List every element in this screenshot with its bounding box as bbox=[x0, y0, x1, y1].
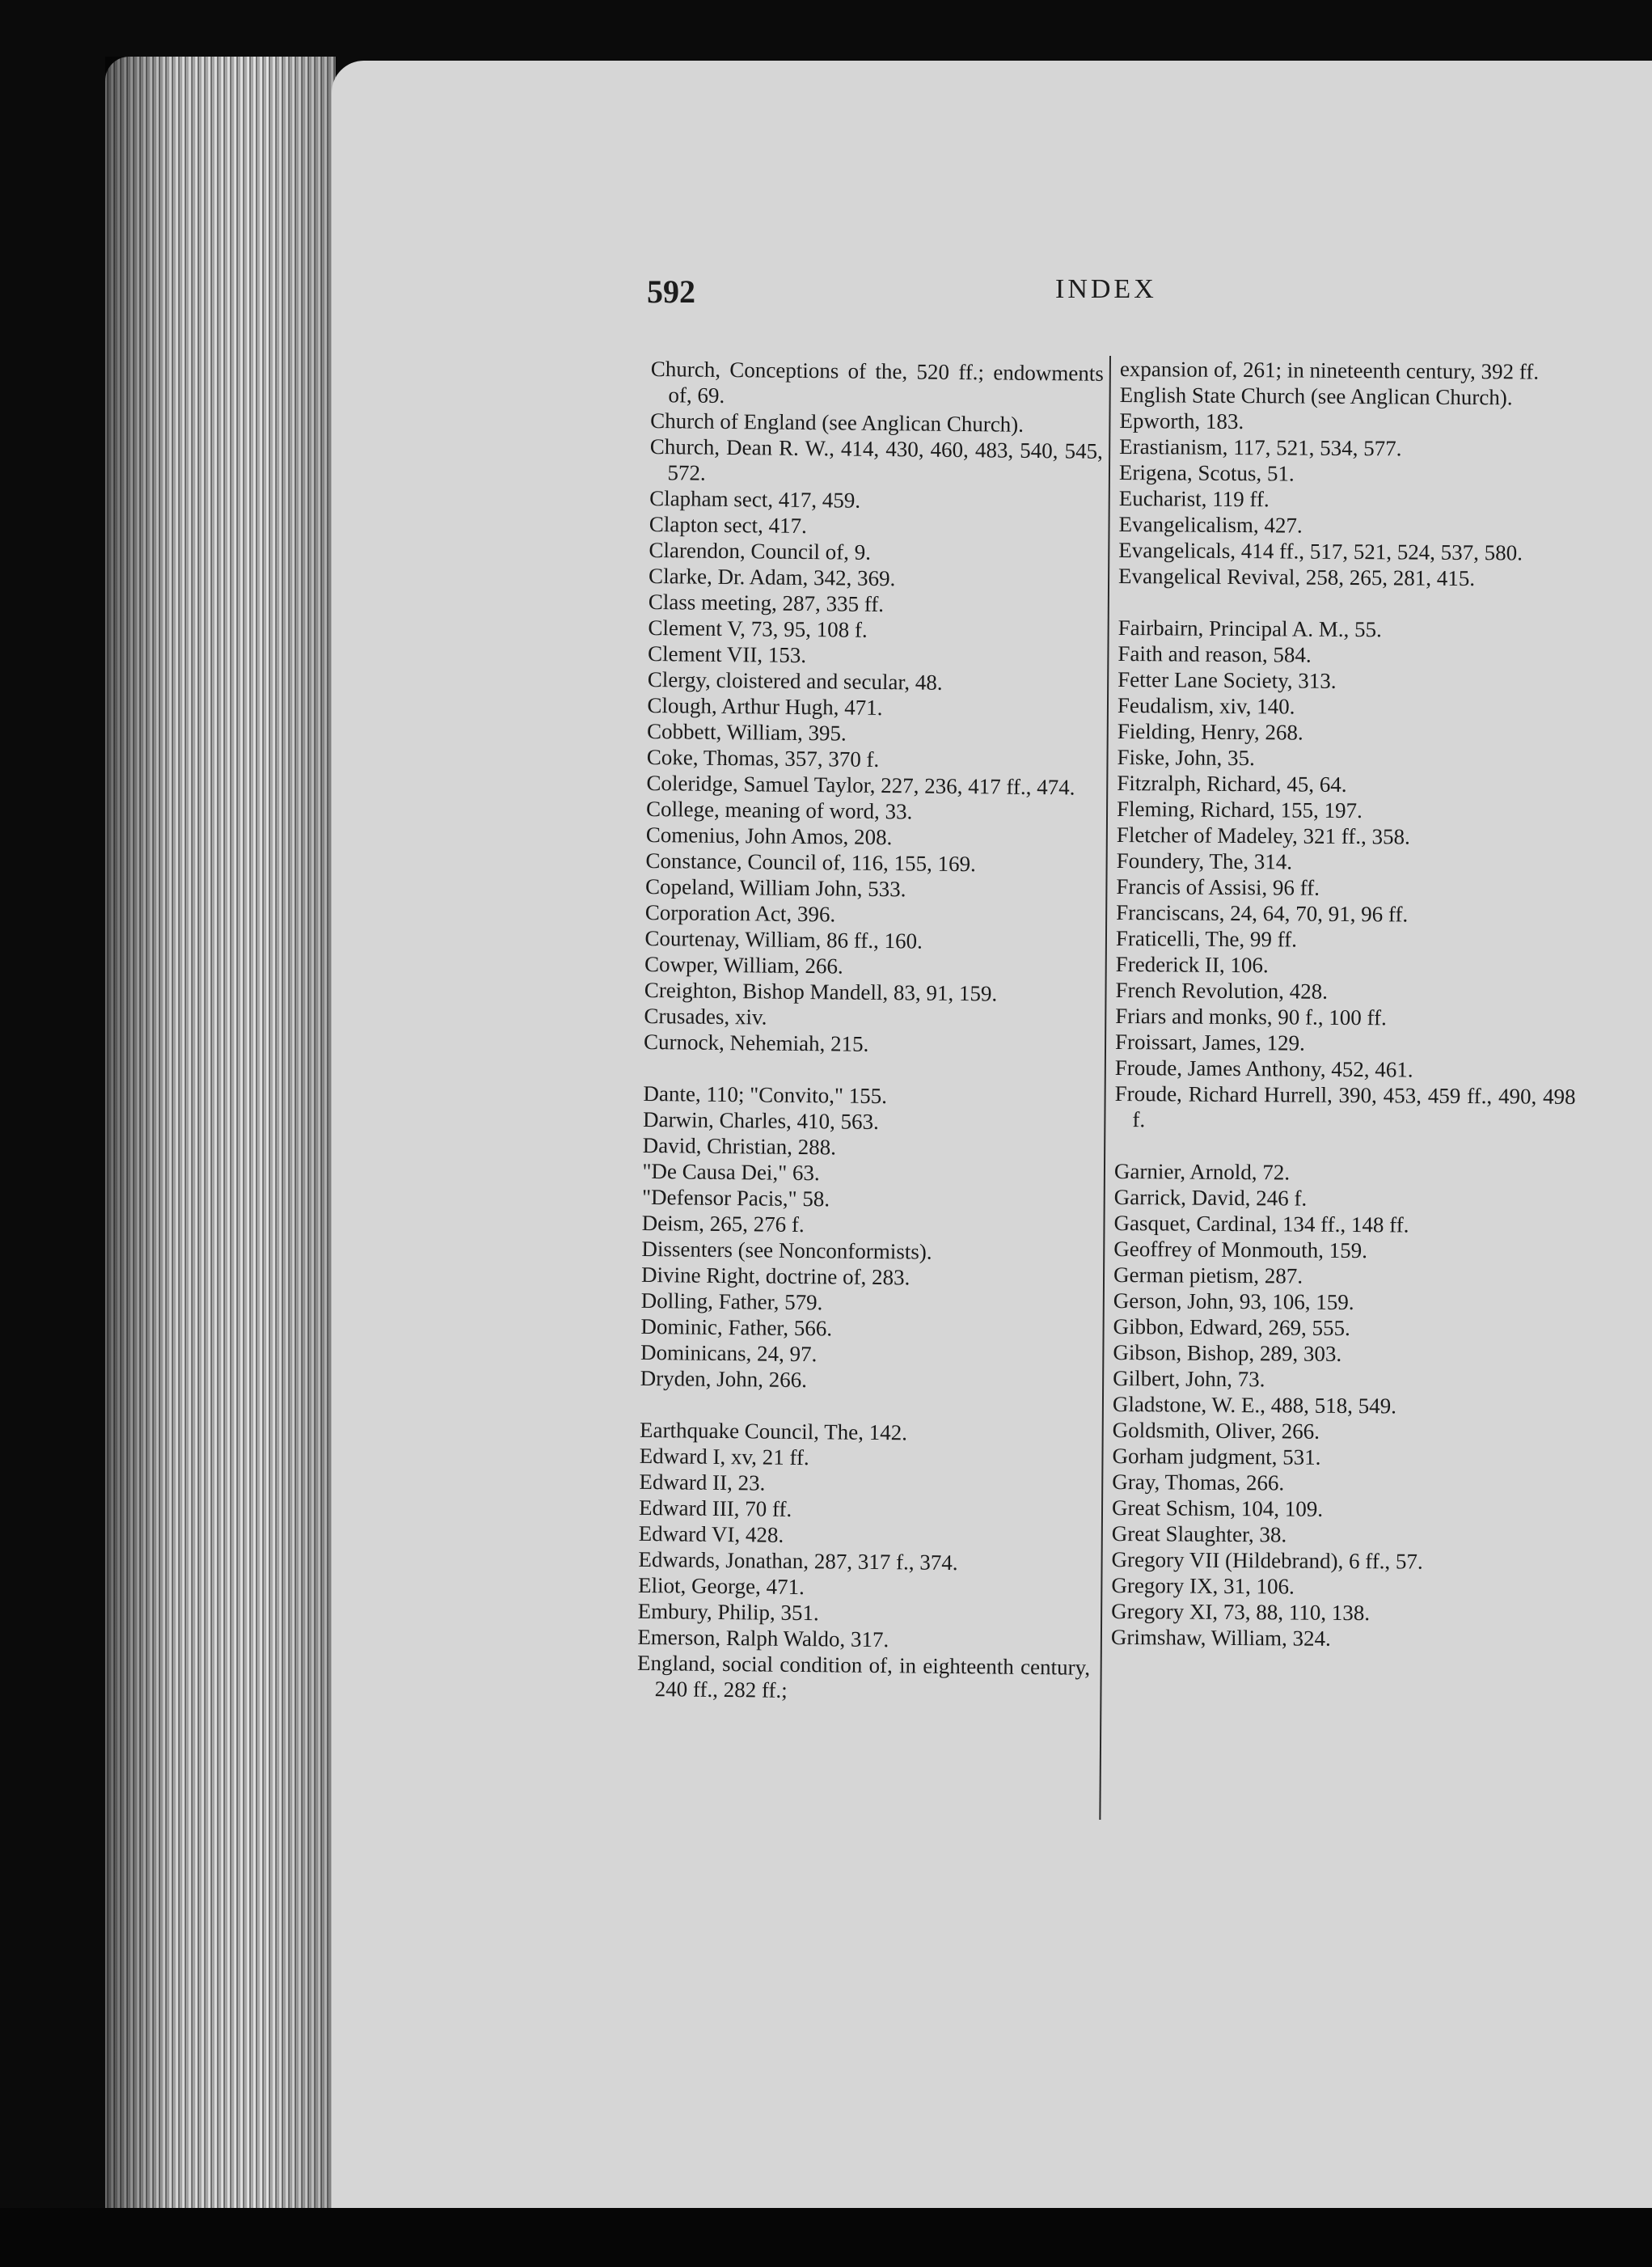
index-entry: Foundery, The, 314. bbox=[1116, 848, 1293, 874]
index-entry: Feudalism, xiv, 140. bbox=[1117, 692, 1295, 719]
index-entry: Clergy, cloistered and secular, 48. bbox=[647, 666, 943, 695]
index-entry: Gilbert, John, 73. bbox=[1113, 1365, 1265, 1392]
index-entry: Divine Right, doctrine of, 283. bbox=[640, 1262, 911, 1290]
index-entry: expansion of, 261; in nineteenth century, 392 ff. bbox=[1119, 356, 1540, 384]
index-entry: Dissenters (see Nonconformists). bbox=[641, 1236, 932, 1264]
index-entry: Fairbairn, Principal A. M., 55. bbox=[1118, 615, 1382, 642]
index-entry: Clarendon, Council of, 9. bbox=[649, 537, 872, 565]
index-entry: Froude, James Anthony, 452, 461. bbox=[1114, 1055, 1413, 1082]
index-entry: Dominicans, 24, 97. bbox=[640, 1339, 818, 1367]
scan-bottom-border bbox=[0, 2208, 1652, 2267]
index-entry: Froissart, James, 129. bbox=[1114, 1029, 1305, 1055]
index-entry: Gregory VII (Hildebrand), 6 ff., 57. bbox=[1111, 1546, 1423, 1574]
index-entry: Great Schism, 104, 109. bbox=[1111, 1495, 1324, 1521]
index-entry: Constance, Council of, 116, 155, 169. bbox=[645, 848, 977, 877]
index-entry: Great Slaughter, 38. bbox=[1111, 1520, 1287, 1547]
index-entry: Fletcher of Madeley, 321 ff., 358. bbox=[1116, 822, 1410, 849]
index-entry: Crusades, xiv. bbox=[644, 1003, 767, 1030]
index-entry: Edward II, 23. bbox=[639, 1469, 766, 1495]
page-number: 592 bbox=[647, 273, 695, 310]
index-entry: Garnier, Arnold, 72. bbox=[1113, 1158, 1291, 1185]
index-entry: Froude, Richard Hurrell, 390, 453, 459 ff., 490, 498 f. bbox=[1114, 1081, 1576, 1132]
index-entry: Church, Dean R. W., 414, 430, 460, 483, 540, 545, 572. bbox=[649, 434, 1103, 485]
index-entry: Gray, Thomas, 266. bbox=[1112, 1469, 1285, 1495]
index-entry: Gregory IX, 31, 106. bbox=[1111, 1572, 1295, 1599]
index-entry: Fitzralph, Richard, 45, 64. bbox=[1117, 770, 1347, 797]
index-entry: Goldsmith, Oliver, 266. bbox=[1112, 1417, 1320, 1444]
index-entry: Cobbett, William, 395. bbox=[646, 718, 847, 746]
index-entry: Earthquake Council, The, 142. bbox=[639, 1417, 908, 1445]
index-column-right bbox=[1111, 356, 1581, 1653]
index-entry: Frederick II, 106. bbox=[1115, 951, 1269, 978]
index-entry: Erigena, Scotus, 51. bbox=[1118, 459, 1295, 486]
index-entry: "De Causa Dei," 63. bbox=[642, 1158, 820, 1186]
index-entry: Clarke, Dr. Adam, 342, 369. bbox=[648, 563, 896, 591]
index-entry: Evangelicalism, 427. bbox=[1118, 511, 1303, 538]
index-entry: Curnock, Nehemiah, 215. bbox=[643, 1029, 869, 1056]
index-entry: Erastianism, 117, 521, 534, 577. bbox=[1119, 434, 1402, 461]
index-entry: Friars and monks, 90 f., 100 ff. bbox=[1115, 1003, 1387, 1030]
index-entry: Gasquet, Cardinal, 134 ff., 148 ff. bbox=[1113, 1210, 1409, 1237]
index-entry: Coleridge, Samuel Taylor, 227, 236, 417 ff., 474. bbox=[646, 770, 1075, 800]
index-entry: Geoffrey of Monmouth, 159. bbox=[1113, 1236, 1368, 1263]
index-column-left bbox=[637, 356, 1104, 1707]
index-entry: Fleming, Richard, 155, 197. bbox=[1116, 796, 1363, 823]
index-entry: German pietism, 287. bbox=[1113, 1262, 1303, 1288]
index-entry: Courtenay, William, 86 ff., 160. bbox=[644, 925, 923, 954]
index-entry: Clement V, 73, 95, 108 f. bbox=[648, 615, 868, 642]
section-gap bbox=[1118, 589, 1579, 618]
index-entry: Fraticelli, The, 99 ff. bbox=[1115, 925, 1298, 952]
index-entry: Eliot, George, 471. bbox=[637, 1572, 805, 1600]
running-head: INDEX bbox=[1055, 274, 1157, 304]
page-header bbox=[0, 273, 1652, 313]
index-entry: Clough, Arthur Hugh, 471. bbox=[647, 692, 883, 721]
index-entry: Emerson, Ralph Waldo, 317. bbox=[637, 1624, 889, 1652]
index-entry: Garrick, David, 246 f. bbox=[1113, 1184, 1308, 1211]
index-entry: College, meaning of word, 33. bbox=[645, 796, 913, 824]
index-entry: Church, Conceptions of the, 520 ff.; endowments of, 69. bbox=[650, 356, 1104, 408]
index-entry: Eucharist, 119 ff. bbox=[1118, 485, 1270, 512]
index-entry: Edward III, 70 ff. bbox=[638, 1495, 792, 1521]
index-entry: English State Church (see Anglican Church). bbox=[1119, 382, 1513, 410]
index-entry: Edward VI, 428. bbox=[638, 1520, 784, 1547]
index-entry: Comenius, John Amos, 208. bbox=[645, 822, 893, 850]
index-entry: Darwin, Charles, 410, 563. bbox=[642, 1106, 879, 1135]
index-entry: Copeland, William John, 533. bbox=[644, 873, 906, 902]
index-entry: Clapton sect, 417. bbox=[649, 511, 807, 539]
index-entry: French Revolution, 428. bbox=[1115, 977, 1329, 1004]
index-entry: Gerson, John, 93, 106, 159. bbox=[1113, 1288, 1354, 1315]
index-entry: Deism, 265, 276 f. bbox=[641, 1210, 805, 1237]
index-entry: Edward I, xv, 21 ff. bbox=[639, 1443, 809, 1470]
index-entry: Dryden, John, 266. bbox=[640, 1365, 808, 1393]
index-entry: Corporation Act, 396. bbox=[644, 899, 836, 927]
index-entry: David, Christian, 288. bbox=[642, 1132, 837, 1160]
index-entry: Fetter Lane Society, 313. bbox=[1118, 666, 1337, 693]
index-entry: Dominic, Father, 566. bbox=[640, 1313, 833, 1341]
index-entry: Class meeting, 287, 335 ff. bbox=[648, 589, 885, 617]
index-entry: Gibson, Bishop, 289, 303. bbox=[1113, 1339, 1342, 1366]
index-entry: Francis of Assisi, 96 ff. bbox=[1116, 873, 1320, 900]
index-entry: "Defensor Pacis," 58. bbox=[641, 1184, 830, 1212]
section-gap bbox=[1114, 1132, 1575, 1161]
index-entry: Coke, Thomas, 357, 370 f. bbox=[646, 744, 880, 772]
book-page-edges bbox=[105, 57, 336, 2216]
index-entry: Cowper, William, 266. bbox=[644, 951, 843, 979]
index-entry: Edwards, Jonathan, 287, 317 f., 374. bbox=[638, 1546, 958, 1575]
index-entry: Evangelical Revival, 258, 265, 281, 415. bbox=[1118, 563, 1476, 591]
index-entry: Gladstone, W. E., 488, 518, 549. bbox=[1112, 1391, 1397, 1419]
index-entry: Fiske, John, 35. bbox=[1117, 744, 1255, 771]
index-entry: Franciscans, 24, 64, 70, 91, 96 ff. bbox=[1116, 899, 1409, 927]
index-entry: Gibbon, Edward, 269, 555. bbox=[1113, 1313, 1350, 1341]
index-entry: Dolling, Father, 579. bbox=[640, 1288, 823, 1315]
index-entry: Epworth, 183. bbox=[1119, 408, 1244, 434]
index-entry: Faith and reason, 584. bbox=[1118, 641, 1312, 667]
index-entry: Grimshaw, William, 324. bbox=[1110, 1624, 1331, 1651]
index-entry: Dante, 110; "Convito," 155. bbox=[643, 1081, 888, 1109]
index-entry: Evangelicals, 414 ff., 517, 521, 524, 537, 580. bbox=[1118, 537, 1523, 565]
index-entry: Gregory XI, 73, 88, 110, 138. bbox=[1111, 1598, 1371, 1626]
index-entry: Creighton, Bishop Mandell, 83, 91, 159. bbox=[644, 977, 998, 1006]
index-entry: Gorham judgment, 531. bbox=[1112, 1443, 1321, 1470]
index-entry: England, social condition of, in eighteenth century, 240 ff., 282 ff.; bbox=[636, 1650, 1091, 1702]
index-entry: Clement VII, 153. bbox=[647, 641, 807, 668]
index-entry: Fielding, Henry, 268. bbox=[1117, 718, 1303, 745]
index-entry: Embury, Philip, 351. bbox=[637, 1598, 819, 1626]
index-entry: Church of England (see Anglican Church). bbox=[650, 408, 1025, 437]
index-entry: Clapham sect, 417, 459. bbox=[649, 485, 861, 513]
